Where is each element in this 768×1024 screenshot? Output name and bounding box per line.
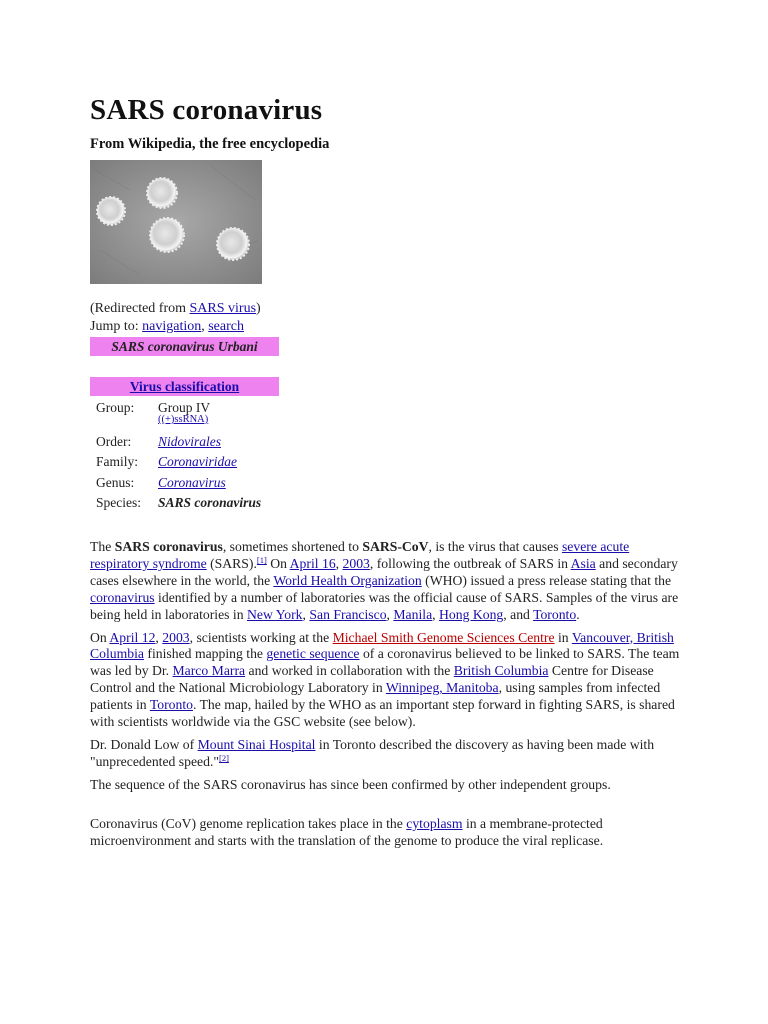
ssrna-link[interactable]: ((+)ssRNA) [158,414,209,425]
paragraph-replication: Coronavirus (CoV) genome replication takes place in the cytoplasm in a membrane-protected microenvironment and starts with the translation of the genome to produce the viral replicase. [90,815,604,848]
paragraph-intro: The SARS coronavirus, sometimes shortened to SARS-CoV, is the virus that causes severe acute respiratory syndrome (SARS).[1] On April 16, 2003, following the outbreak of SARS in Asia and secondary cases elsewhere in the world, the World Health Organization (WHO) issued a press release stating that the coronavirus identified by a number of laboratories was the official cause of SARS. Samples of the virus are being held in laboratories in New York, San Francisco, Manila, Hong Kong, and Toronto. [90,539,679,622]
virus-classification-link[interactable]: Virus classification [129,379,240,394]
order-link[interactable]: Nidovirales [158,434,221,449]
manila-link[interactable]: Manila [393,606,433,622]
genus-link[interactable]: Coronavirus [158,474,226,490]
paragraph-sequencing: On April 12, 2003, scientists working at the Michael Smith Genome Sciences Centre in Vancouver, British Columbia finished mapping the genetic sequence of a coronavirus believed to be linked to SARS. The team was led by Dr. Marco Marra and worked in collaboration with the British Columbia Centre for Disease Control and the National Microbiology Laboratory in Winnipeg, Manitoba, using samples from infected patients in Toronto. The map, hailed by the WHO as an important step forward in fighting SARS, is shared with scientists worldwide via the GSC website (see below). [90,629,680,730]
taxobox-key: Genus: [96,474,135,490]
asia-link[interactable]: Asia [570,555,596,571]
taxobox-table [90,400,261,515]
jump-to: Jump to: navigation, search [90,319,244,334]
marco-marra-link[interactable]: Marco Marra [172,663,246,679]
redirect-source-link[interactable]: SARS virus [189,301,257,316]
jump-navigation-link[interactable]: navigation [142,319,202,334]
coronavirus-link[interactable]: coronavirus [90,589,155,605]
species-value: SARS coronavirus [158,494,262,510]
genetic-sequence-link[interactable]: genetic sequence [266,646,360,662]
year-2003-link[interactable]: 2003 [342,555,370,571]
sars-link[interactable]: severe acute respiratory syndrome [90,539,630,571]
taxobox-name: SARS coronavirus Urbani [90,337,279,356]
taxobox-row [90,400,261,434]
british-columbia-link[interactable]: British Columbia [453,663,549,679]
article-body [90,539,680,856]
reference-1-link[interactable]: [1] [256,554,267,565]
reference-2-link[interactable]: [2] [218,752,229,763]
page-title: SARS coronavirus [90,94,323,126]
redirect-notice: (Redirected from SARS virus) [90,301,261,316]
jump-search-link[interactable]: search [208,319,244,334]
winnipeg-link[interactable]: Winnipeg, Manitoba [385,680,499,696]
taxobox-row [90,434,261,454]
paragraph-confirmed: The sequence of the SARS coronavirus has since been confirmed by other independent groups. [90,776,611,792]
taxobox-key: Species: [96,494,141,510]
who-link[interactable]: World Health Organization [273,572,422,588]
virus-micrograph-image[interactable] [90,160,262,284]
family-link[interactable]: Coronaviridae [158,454,237,470]
gsc-link[interactable]: Michael Smith Genome Sciences Centre [332,629,555,645]
taxobox-key: Family: [96,454,139,470]
taxobox-row [90,495,261,515]
virus-micrograph-icon [90,160,262,284]
paragraph-low: Dr. Donald Low of Mount Sinai Hospital in Toronto described the discovery as having been made with "unprecedented speed."[2] [90,736,655,769]
taxobox-row [90,475,261,495]
san-francisco-link[interactable]: San Francisco [309,606,387,622]
taxobox-key: Order: [96,434,132,449]
april-16-link[interactable]: April 16 [289,555,336,571]
hong-kong-link[interactable]: Hong Kong [439,606,504,622]
new-york-link[interactable]: New York [247,606,303,622]
mount-sinai-link[interactable]: Mount Sinai Hospital [197,736,316,752]
taxobox-row [90,454,261,474]
toronto-link[interactable]: Toronto [149,697,193,713]
cytoplasm-link[interactable]: cytoplasm [406,815,463,831]
taxobox-value: Group IV ((+)ssRNA) [158,400,261,434]
taxobox-key: Group: [96,400,135,415]
toronto-link[interactable]: Toronto [533,606,577,622]
vancouver-link[interactable]: Vancouver, British Columbia [90,629,674,662]
year-2003-link[interactable]: 2003 [162,629,190,645]
april-12-link[interactable]: April 12 [109,629,156,645]
taxobox-classification [90,377,279,396]
page-subtitle: From Wikipedia, the free encyclopedia [90,136,330,152]
